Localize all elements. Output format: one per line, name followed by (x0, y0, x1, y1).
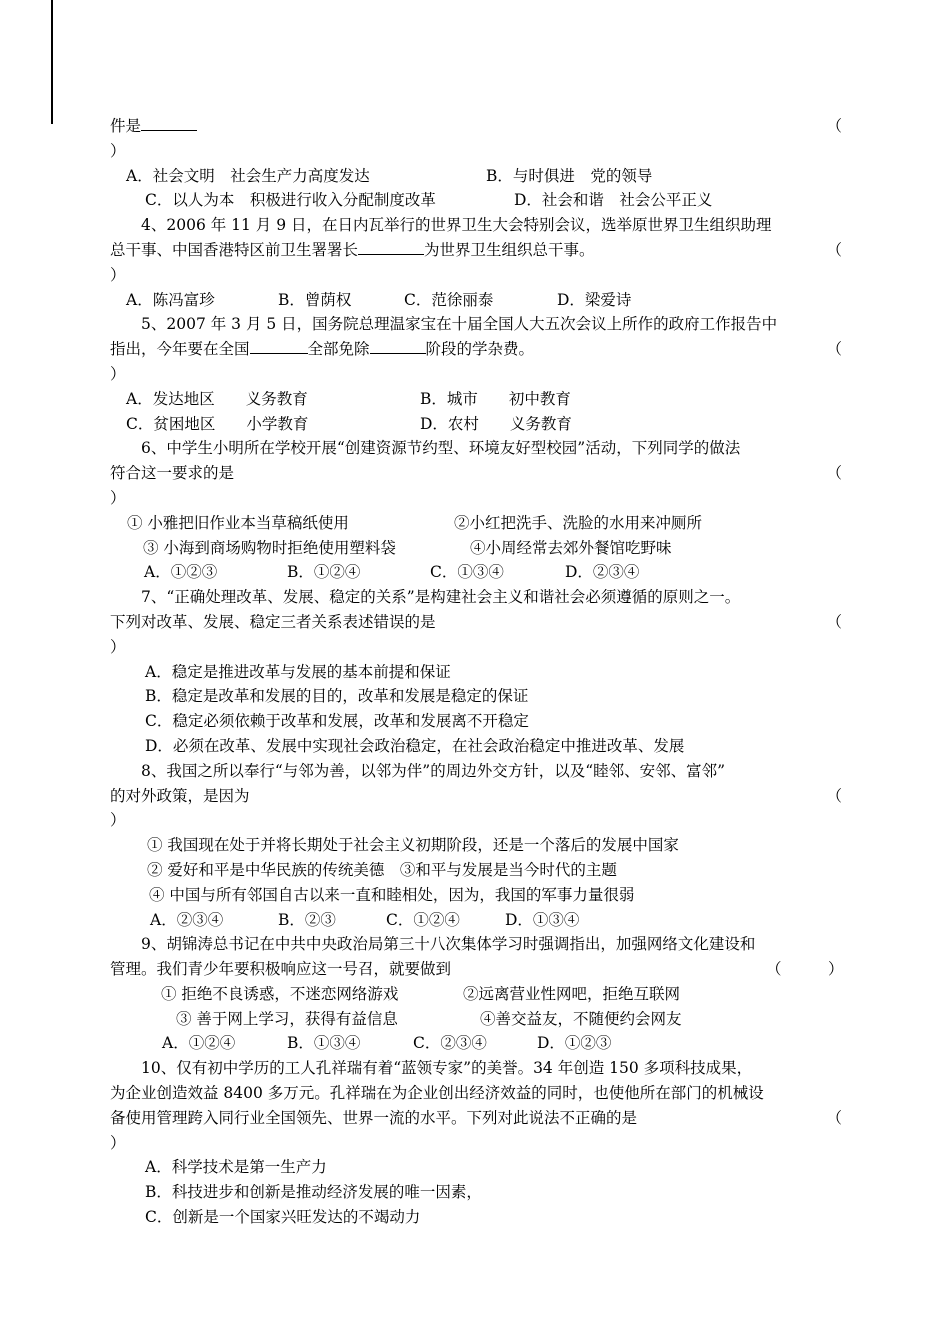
q5-stem-line2: 指出，今年要在全国 全部免除 阶段的学杂费。 （ (110, 337, 842, 362)
q9-item-1: ① 拒绝不良诱惑，不迷恋网络游戏 (161, 984, 399, 1003)
q9-items-row2 (110, 1007, 842, 1032)
q3-stem: 件是 （ (110, 114, 842, 139)
margin-rule (51, 0, 53, 124)
q5-option-b: B．城市 初中教育 (420, 389, 571, 408)
answer-blank (141, 115, 197, 131)
q3-option-a: A．社会文明 社会生产力高度发达 (126, 166, 370, 185)
q6-options (110, 560, 842, 585)
q3-option-b: B．与时俱进 党的领导 (486, 166, 653, 185)
q9-item-2: ②远离营业性网吧，拒绝互联网 (463, 984, 681, 1003)
q10-option-b: B．科技进步和创新是推动经济发展的唯一因素， (145, 1183, 482, 1202)
q7-option-c: C．稳定必须依赖于改革和发展，改革和发展离不开稳定 (145, 712, 529, 731)
q4-option-a: A．陈冯富珍 (126, 290, 215, 309)
q7-option-b: B．稳定是改革和发展的目的，改革和发展是稳定的保证 (145, 687, 529, 706)
q5-options-row2 (110, 412, 842, 437)
q9-item-3: ③ 善于网上学习，获得有益信息 (176, 1009, 398, 1028)
q4-stem-line2: 总干事、中国香港特区前卫生署署长 为世界卫生组织总干事。 （ (110, 238, 842, 263)
q8-option-d: D．①③④ (505, 910, 580, 929)
q10-option-a: A．科学技术是第一生产力 (145, 1158, 327, 1177)
answer-paren: （ ） (766, 960, 844, 979)
q6-items-row2 (110, 536, 842, 561)
answer-paren-open: （ (826, 612, 842, 631)
answer-paren-close: ） (110, 141, 126, 160)
q9-items-row1 (110, 982, 842, 1007)
q6-item-1: ① 小雅把旧作业本当草稿纸使用 (127, 513, 349, 532)
answer-blank (250, 338, 308, 354)
q5-options-row1 (110, 387, 842, 412)
answer-paren-close: ） (110, 637, 126, 656)
q6-option-d: D．②③④ (565, 563, 640, 582)
q3-option-d: D．社会和谐 社会公平正义 (514, 191, 713, 210)
q3-options-row2 (110, 188, 842, 213)
answer-paren-open: （ (826, 240, 842, 259)
q4-option-b: B．曾荫权 (278, 290, 352, 309)
q6-option-c: C．①③④ (430, 563, 504, 582)
answer-paren-open: （ (826, 786, 842, 805)
q6-item-4: ④小周经常去郊外餐馆吃野味 (470, 538, 672, 557)
q4-option-c: C．范徐丽泰 (404, 290, 494, 309)
q5-option-d: D．农村 义务教育 (420, 414, 572, 433)
q9-option-b: B．①③④ (287, 1034, 361, 1053)
q6-stem-line1: 6、中学生小明所在学校开展“创建资源节约型、环境友好型校园”活动，下列同学的做法 (141, 439, 741, 458)
q4-stem-line1: 4、2006 年 11 月 9 日，在日内瓦举行的世界卫生大会特别会议，选举原世界卫生组织助理 (141, 216, 772, 235)
q9-option-a: A．①②④ (162, 1034, 236, 1053)
q6-option-b: B．①②④ (287, 563, 361, 582)
q10-stem-line1: 10、仅有初中学历的工人孔祥瑞有着“蓝领专家”的美誉。34 年创造 150 多项科技成果， (141, 1059, 753, 1078)
q8-item-2-3: ② 爱好和平是中华民族的传统美德 ③和平与发展是当今时代的主题 (147, 860, 617, 879)
exam-page (110, 114, 842, 1230)
q5-stem-line1: 5、2007 年 3 月 5 日，国务院总理温家宝在十届全国人大五次会议上所作的政府工作报告中 (141, 315, 778, 334)
answer-blank (358, 239, 424, 255)
answer-paren-close: ） (110, 364, 126, 383)
q5-option-a: A．发达地区 义务教育 (126, 389, 308, 408)
q6-item-3: ③ 小海到商场购物时拒绝使用塑料袋 (143, 538, 396, 557)
q8-options (110, 908, 842, 933)
q6-option-a: A．①②③ (144, 563, 218, 582)
q4-option-d: D．梁爱诗 (557, 290, 632, 309)
q5-option-c: C．贫困地区 小学教育 (126, 414, 309, 433)
q10-stem-line3: 备使用管理跨入同行业全国领先、世界一流的水平。下列对此说法不正确的是 （ (110, 1106, 842, 1131)
answer-paren-close: ） (110, 1133, 126, 1152)
q9-option-d: D．①②③ (537, 1034, 612, 1053)
answer-paren-close: ） (110, 811, 126, 830)
q7-option-d: D．必须在改革、发展中实现社会政治稳定，在社会政治稳定中推进改革、发展 (145, 736, 685, 755)
answer-paren-open: （ (826, 1108, 842, 1127)
q7-stem-line1: 7、“正确处理改革、发展、稳定的关系”是构建社会主义和谐社会必须遵循的原则之一。 (141, 588, 741, 607)
q10-stem-line2: 为企业创造效益 8400 多万元。孔祥瑞在为企业创出经济效益的同时，也使他所在部门的机械设 (110, 1084, 764, 1103)
answer-paren-open: （ (826, 464, 842, 483)
q8-stem-line1: 8、我国之所以奉行“与邻为善，以邻为伴”的周边外交方针，以及“睦邻、安邻、富邻” (141, 761, 726, 780)
q9-stem-line2: 管理。我们青少年要积极响应这一号召，就要做到 （ ） (110, 957, 842, 982)
answer-paren-open: （ (826, 117, 842, 135)
q7-option-a: A．稳定是推进改革与发展的基本前提和保证 (145, 662, 451, 681)
q9-stem-line1: 9、胡锦涛总书记在中共中央政治局第三十八次集体学习时强调指出，加强网络文化建设和 (141, 935, 756, 954)
answer-paren-close: ） (110, 265, 126, 284)
q7-stem-line2: 下列对改革、发展、稳定三者关系表述错误的是 （ (110, 610, 842, 635)
q8-stem-line2: 的对外政策，是因为 （ (110, 784, 842, 809)
q8-option-a: A．②③④ (150, 910, 224, 929)
q4-options (110, 288, 842, 313)
q6-item-2: ②小红把洗手、洗脸的水用来冲厕所 (454, 513, 703, 532)
answer-paren-close: ） (110, 488, 126, 507)
q8-option-b: B．②③ (278, 910, 336, 929)
q6-stem-line2: 符合这一要求的是 （ (110, 461, 842, 486)
q9-options (110, 1031, 842, 1056)
q9-item-4: ④善交益友，不随便约会网友 (480, 1009, 682, 1028)
q6-items-row1 (110, 511, 842, 536)
q8-item-1: ① 我国现在处于并将长期处于社会主义初期阶段，还是一个落后的发展中国家 (147, 836, 679, 855)
q9-option-c: C．②③④ (413, 1034, 487, 1053)
answer-blank (370, 338, 426, 354)
q8-option-c: C．①②④ (386, 910, 460, 929)
q10-option-c: C．创新是一个国家兴旺发达的不竭动力 (145, 1208, 421, 1227)
q3-option-c: C．以人为本 积极进行收入分配制度改革 (145, 191, 436, 210)
q8-item-4: ④ 中国与所有邻国自古以来一直和睦相处，因为，我国的军事力量很弱 (149, 885, 635, 904)
answer-paren-open: （ (826, 340, 842, 359)
q3-options-row1 (110, 164, 842, 189)
